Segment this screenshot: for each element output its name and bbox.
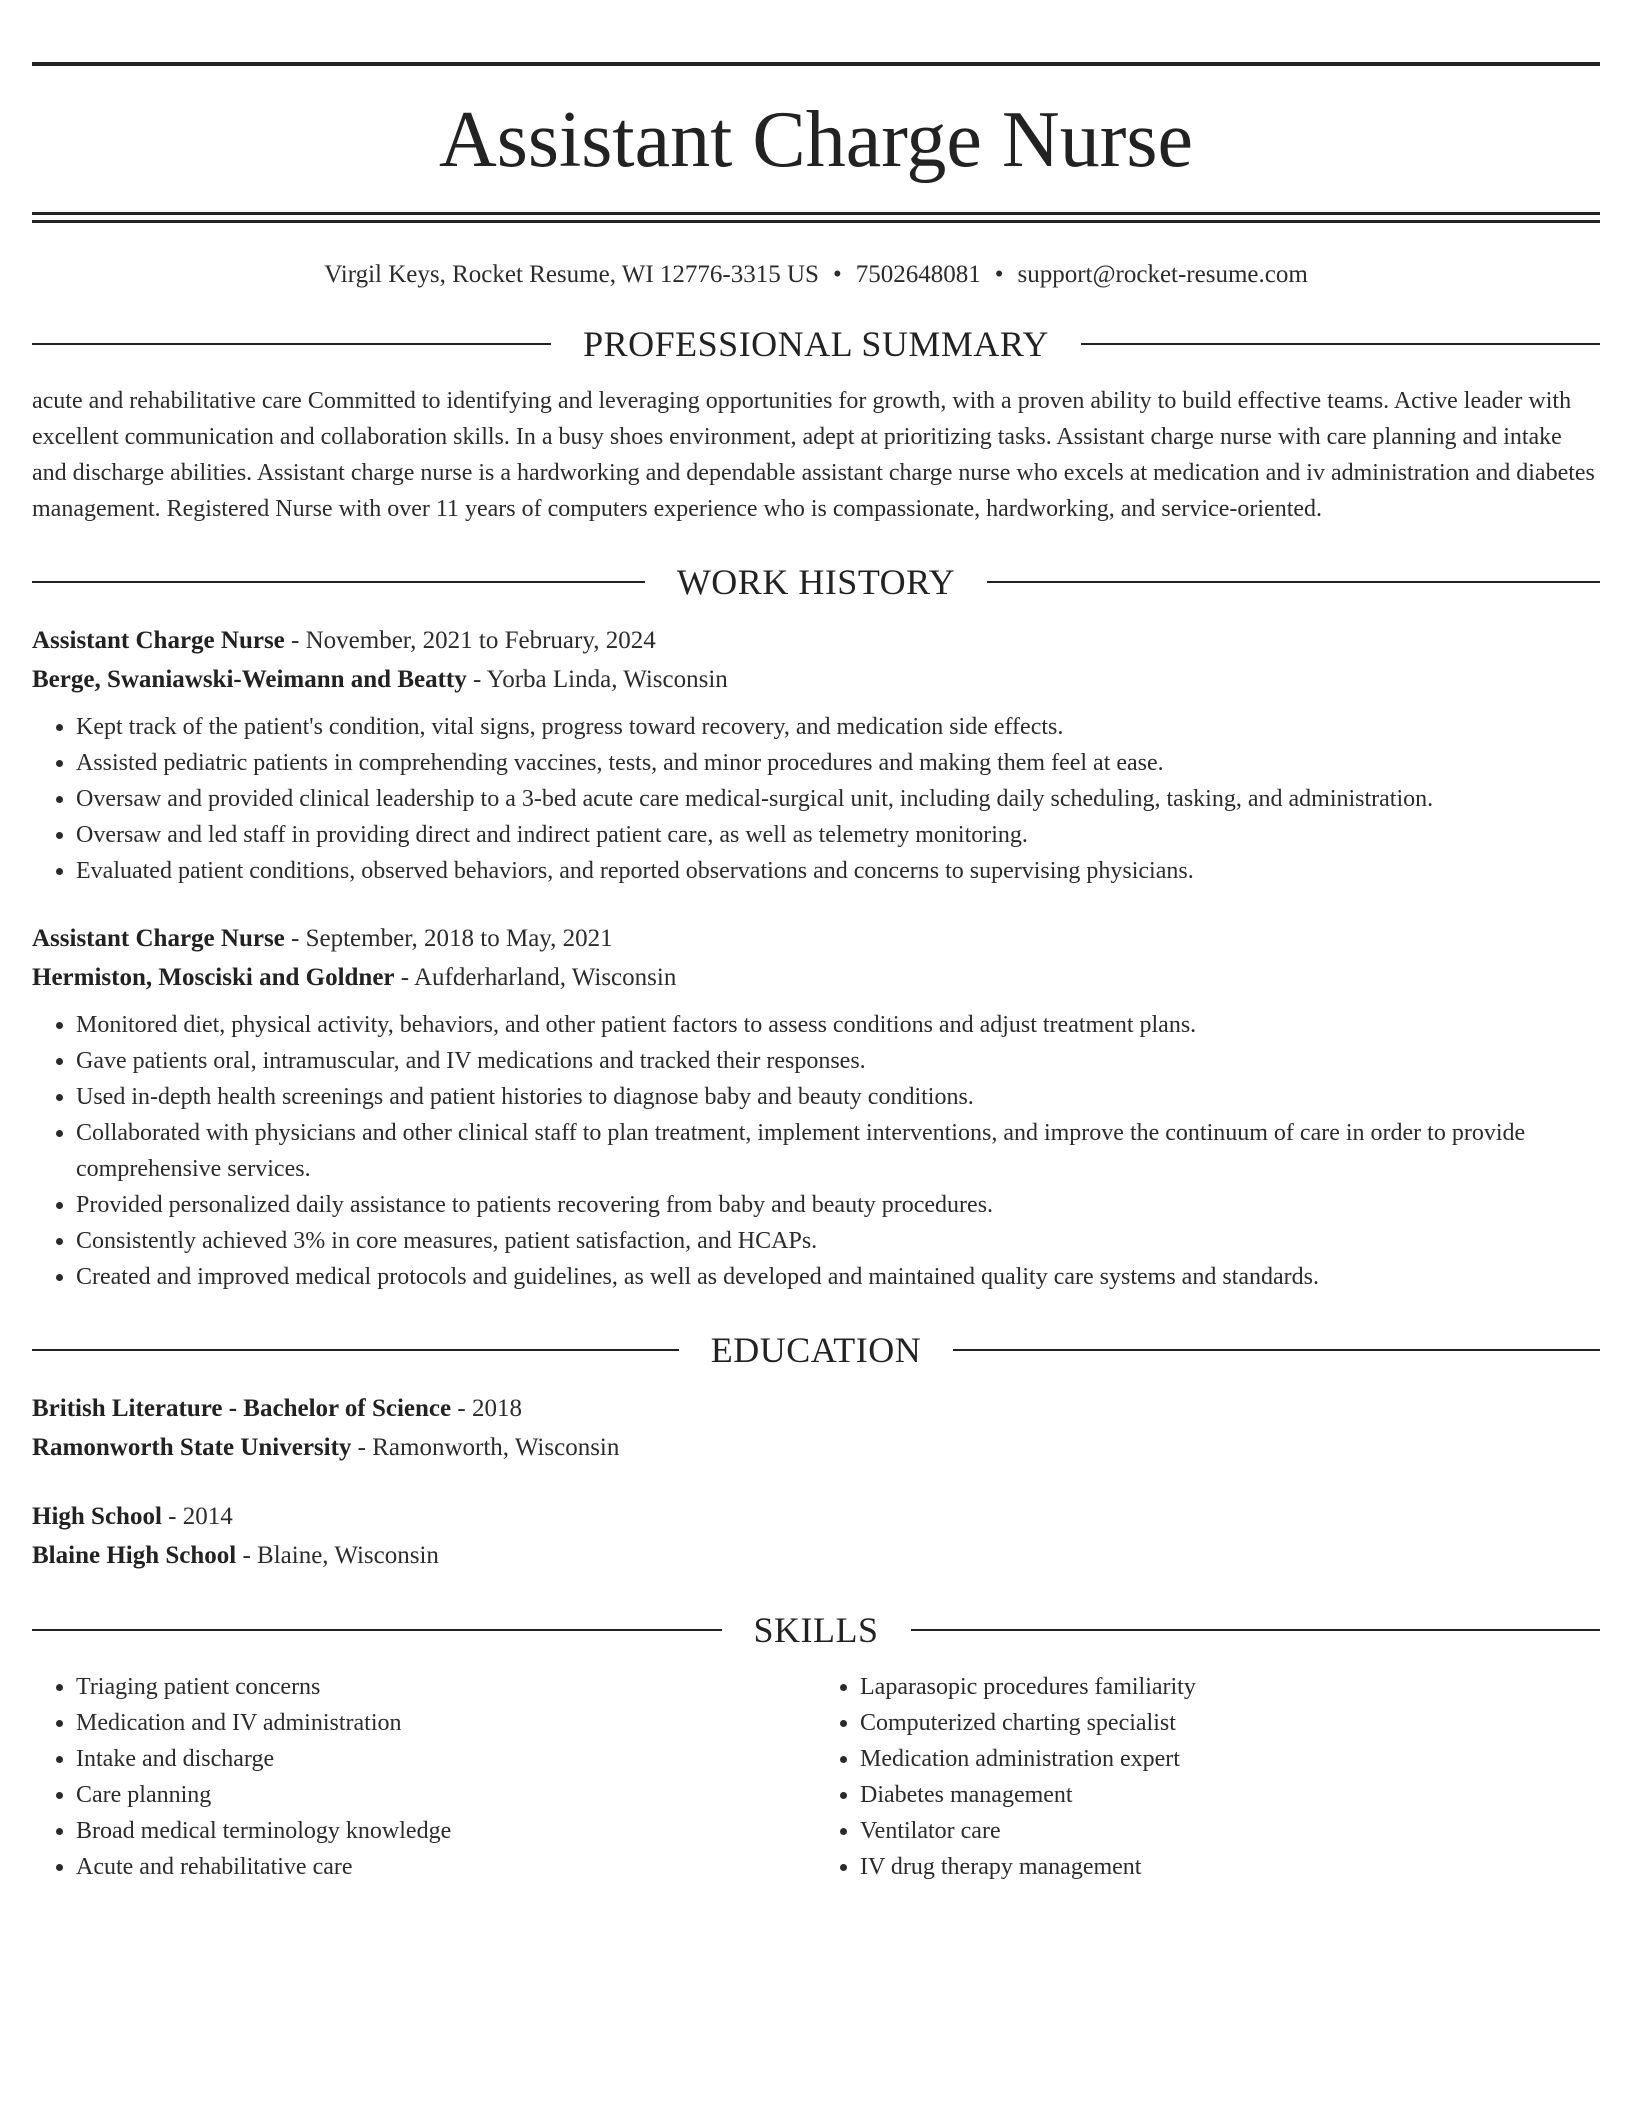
skill-item: • Medication administration expert — [860, 1741, 1600, 1777]
job-title-line — [32, 919, 1600, 958]
skill-item: • Computerized charting specialist — [860, 1705, 1600, 1741]
job-entry — [32, 919, 1600, 1295]
skill-item: • Acute and rehabilitative care — [76, 1849, 816, 1885]
job-bullet: • Gave patients oral, intramuscular, and IV medications and tracked their responses. — [76, 1043, 1600, 1079]
job-company-line — [32, 660, 1600, 699]
skill-item: • Intake and discharge — [76, 1741, 816, 1777]
job-dates: - September, 2018 to May, 2021 — [291, 925, 613, 952]
job-bullet: • Created and improved medical protocols and guidelines, as well as developed and maintained quality care systems and standards. — [76, 1259, 1600, 1295]
section-header-summary — [32, 323, 1600, 365]
contact-separator: • — [994, 261, 1004, 288]
skills-columns — [32, 1669, 1600, 1885]
job-dates: - November, 2021 to February, 2024 — [291, 627, 656, 654]
education-location: - Ramonworth, Wisconsin — [357, 1434, 620, 1461]
education-degree-line — [32, 1497, 1600, 1536]
job-company: Hermiston, Mosciski and Goldner — [32, 964, 395, 991]
education-entry — [32, 1389, 1600, 1467]
education-degree-line — [32, 1389, 1600, 1428]
contact-address: Virgil Keys, Rocket Resume, WI 12776-3315 US — [324, 261, 819, 288]
education-school: Blaine High School — [32, 1542, 237, 1569]
job-bullet: • Provided personalized daily assistance to patients recovering from baby and beauty procedures. — [76, 1187, 1600, 1223]
job-bullet: • Assisted pediatric patients in comprehending vaccines, tests, and minor procedures and making them feel at ease. — [76, 745, 1600, 781]
job-company: Berge, Swaniawski-Weimann and Beatty — [32, 666, 467, 693]
skill-item: • Care planning — [76, 1777, 816, 1813]
section-title-work: WORK HISTORY — [676, 562, 956, 602]
education-school: Ramonworth State University — [32, 1434, 352, 1461]
section-rule-right — [911, 1629, 1601, 1631]
section-rule-right — [987, 581, 1600, 583]
section-header-work — [32, 561, 1600, 603]
resume-page — [32, 0, 1600, 1885]
skills-list-right — [816, 1669, 1600, 1885]
contact-email: support@rocket-resume.com — [1017, 261, 1308, 288]
section-rule-right — [953, 1349, 1600, 1351]
skill-item: • IV drug therapy management — [860, 1849, 1600, 1885]
header-rule-lower — [32, 220, 1600, 223]
section-rule-left — [32, 1349, 679, 1351]
contact-separator: • — [832, 261, 842, 288]
section-rule-left — [32, 343, 551, 345]
education-school-line — [32, 1536, 1600, 1575]
section-header-education — [32, 1329, 1600, 1371]
summary-text: acute and rehabilitative care Committed to identifying and leveraging opportunities for growth, with a proven ability to build effective teams. Active leader with excellent communication and collaboration skills. In a busy shoes environment, adept at prioritizing tasks. Assistant charge nurse with care planning and intake and discharge abilities. Assistant charge nurse is a hardworking and dependable assistant charge nurse who excels at medication and iv administration and diabetes management. Registered Nurse with over 11 years of computers experience who is compassionate, hardworking, and service-oriented. — [32, 388, 1595, 522]
job-bullet: • Consistently achieved 3% in core measures, patient satisfaction, and HCAPs. — [76, 1223, 1600, 1259]
section-header-skills — [32, 1609, 1600, 1651]
job-location: - Aufderharland, Wisconsin — [400, 964, 677, 991]
job-role: Assistant Charge Nurse — [32, 925, 285, 952]
contact-line — [32, 261, 1600, 289]
job-bullet: • Oversaw and led staff in providing direct and indirect patient care, as well as telemetry monitoring. — [76, 817, 1600, 853]
skills-list-left — [32, 1669, 816, 1885]
job-bullet: • Oversaw and provided clinical leadership to a 3-bed acute care medical-surgical unit, including daily scheduling, tasking, and administration. — [76, 781, 1600, 817]
job-bullet: • Evaluated patient conditions, observed behaviors, and reported observations and concerns to supervising physicians. — [76, 853, 1600, 889]
education-year: - 2018 — [457, 1395, 522, 1422]
education-degree: British Literature - Bachelor of Science — [32, 1395, 452, 1422]
section-rule-right — [1081, 343, 1600, 345]
section-title-education: EDUCATION — [710, 1330, 922, 1370]
skill-item: • Laparasopic procedures familiarity — [860, 1669, 1600, 1705]
job-bullets — [32, 709, 1600, 889]
skill-item: • Ventilator care — [860, 1813, 1600, 1849]
section-title-skills: SKILLS — [753, 1610, 879, 1650]
job-title-line — [32, 621, 1600, 660]
section-title-summary: PROFESSIONAL SUMMARY — [583, 324, 1049, 364]
job-bullet: • Used in-depth health screenings and patient histories to diagnose baby and beauty conditions. — [76, 1079, 1600, 1115]
education-year: - 2014 — [168, 1503, 233, 1530]
education-degree: High School — [32, 1503, 162, 1530]
skill-item: • Medication and IV administration — [76, 1705, 816, 1741]
job-bullet: • Collaborated with physicians and other clinical staff to plan treatment, implement interventions, and improve the continuum of care in order to provide comprehensive services. — [76, 1115, 1600, 1187]
contact-phone: 7502648081 — [855, 261, 981, 288]
job-role: Assistant Charge Nurse — [32, 627, 285, 654]
skill-item: • Broad medical terminology knowledge — [76, 1813, 816, 1849]
resume-title: Assistant Charge Nurse — [439, 96, 1193, 184]
header-rule-upper — [32, 212, 1600, 215]
education-location: - Blaine, Wisconsin — [242, 1542, 439, 1569]
education-school-line — [32, 1428, 1600, 1467]
job-company-line — [32, 958, 1600, 997]
section-rule-left — [32, 581, 645, 583]
job-bullets — [32, 1007, 1600, 1295]
skill-item: • Triaging patient concerns — [76, 1669, 816, 1705]
job-location: - Yorba Linda, Wisconsin — [473, 666, 728, 693]
education-entry — [32, 1497, 1600, 1575]
section-rule-left — [32, 1629, 722, 1631]
job-bullet: • Monitored diet, physical activity, behaviors, and other patient factors to assess conditions and adjust treatment plans. — [76, 1007, 1600, 1043]
job-bullet: • Kept track of the patient's condition, vital signs, progress toward recovery, and medication side effects. — [76, 709, 1600, 745]
header-top-rule — [32, 62, 1600, 66]
skill-item: • Diabetes management — [860, 1777, 1600, 1813]
job-entry — [32, 621, 1600, 889]
